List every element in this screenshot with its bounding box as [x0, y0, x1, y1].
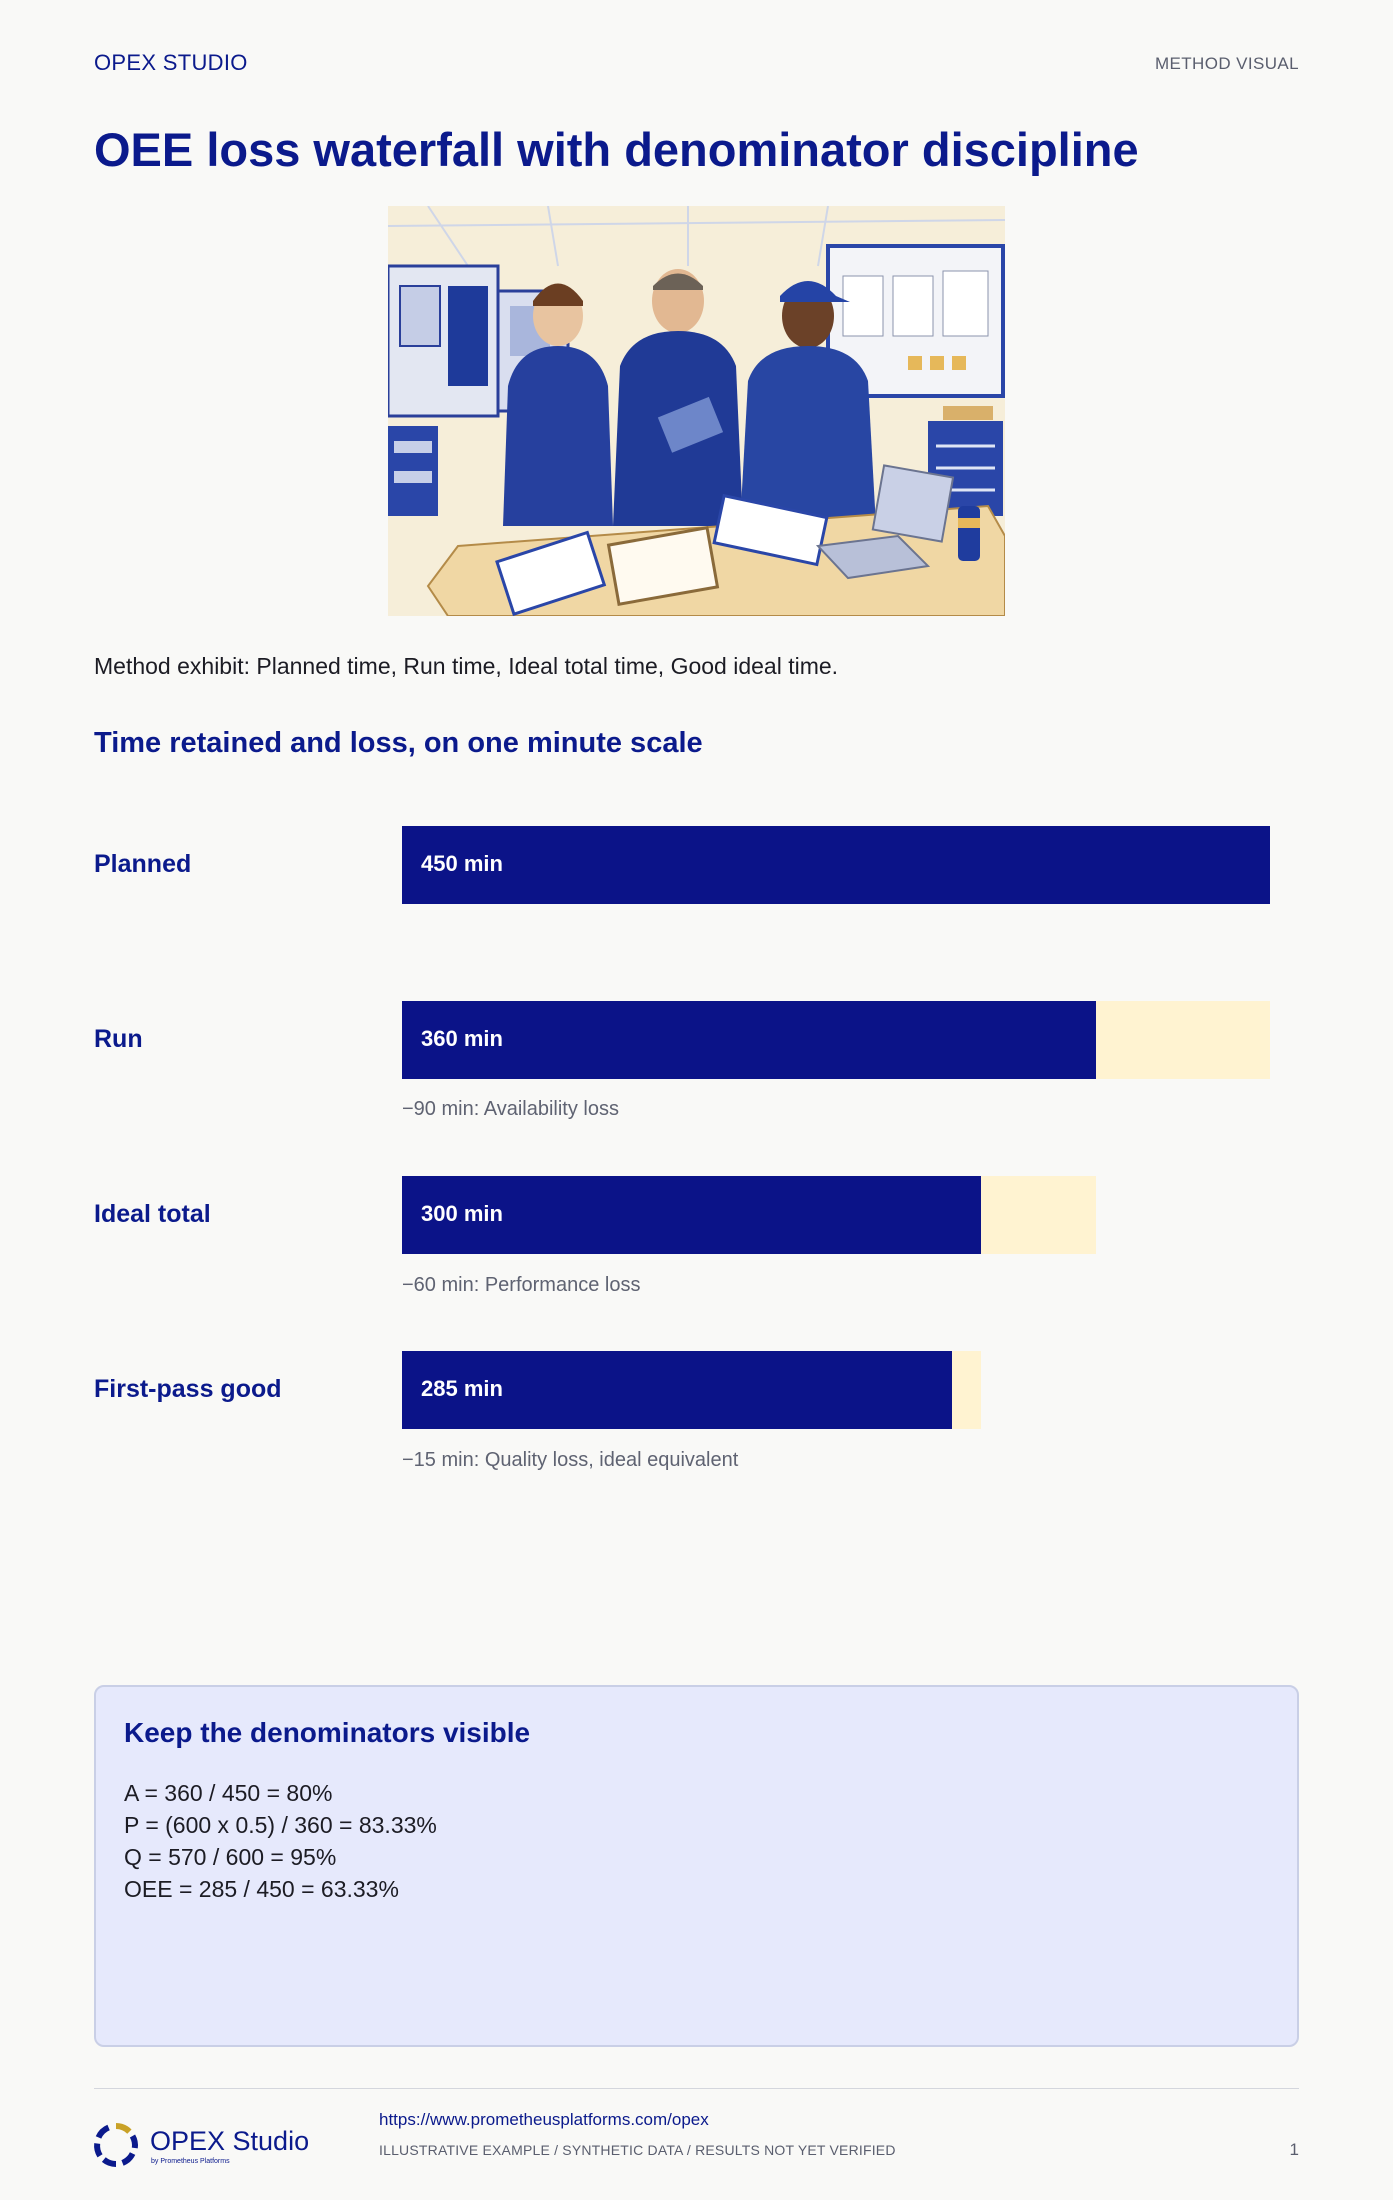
bar-loss-segment [981, 1176, 1097, 1254]
bar-retained-segment [402, 1176, 981, 1254]
formula-availability: A = 360 / 450 = 80% [124, 1780, 333, 1806]
footer-disclaimer: ILLUSTRATIVE EXAMPLE / SYNTHETIC DATA / RESULTS NOT YET VERIFIED [379, 2142, 896, 2158]
formula-list [124, 1777, 437, 1905]
bar-row-first-pass-good [0, 1351, 1393, 1431]
bar-row-ideal-total [0, 1176, 1393, 1256]
page-number: 1 [1289, 2140, 1299, 2159]
formula-performance: P = (600 x 0.5) / 360 = 83.33% [124, 1812, 437, 1838]
bar-label: First-pass good [94, 1375, 282, 1403]
bar-loss-segment [1096, 1001, 1270, 1079]
workshop-illustration [388, 206, 1005, 616]
loss-note-availability: −90 min: Availability loss [402, 1098, 619, 1120]
bar-value-label: 285 min [421, 1376, 503, 1401]
bar-value-label: 300 min [421, 1201, 503, 1226]
opex-logo-icon [92, 2121, 140, 2169]
loss-note-performance: −60 min: Performance loss [402, 1274, 641, 1296]
bar-retained-segment [402, 1001, 1096, 1079]
bar-row-planned [0, 826, 1393, 906]
bar-label: Planned [94, 850, 192, 878]
denominators-callout [94, 1685, 1299, 2047]
formula-oee: OEE = 285 / 450 = 63.33% [124, 1876, 399, 1902]
formula-quality: Q = 570 / 600 = 95% [124, 1844, 337, 1870]
loss-note-quality: −15 min: Quality loss, ideal equivalent [402, 1449, 739, 1471]
image-caption: Method exhibit: Planned time, Run time, Ideal total time, Good ideal time. [94, 653, 839, 679]
bar-value-label: 360 min [421, 1026, 503, 1051]
bar-row-run [0, 1001, 1393, 1081]
header-section-tag: METHOD VISUAL [1154, 54, 1299, 73]
header-brand: OPEX STUDIO [94, 50, 248, 75]
bar-loss-segment [952, 1351, 981, 1429]
bar-value-label: 450 min [421, 851, 503, 876]
bar-retained-segment [402, 1351, 952, 1429]
bar-retained-segment [402, 826, 1270, 904]
chart-title: Time retained and loss, on one minute scale [94, 727, 703, 759]
callout-title: Keep the denominators visible [124, 1717, 531, 1748]
hero-illustration [388, 206, 1005, 616]
bar-label: Ideal total [94, 1200, 211, 1228]
footer-url-link[interactable]: https://www.prometheusplatforms.com/opex [379, 2110, 709, 2129]
page-title: OEE loss waterfall with denominator discipline [94, 123, 1139, 176]
footer-divider [94, 2088, 1299, 2089]
logo-wordmark: OPEX Studio [150, 2126, 310, 2156]
logo-byline: by Prometheus Platforms [151, 2158, 230, 2165]
bar-label: Run [94, 1025, 143, 1053]
